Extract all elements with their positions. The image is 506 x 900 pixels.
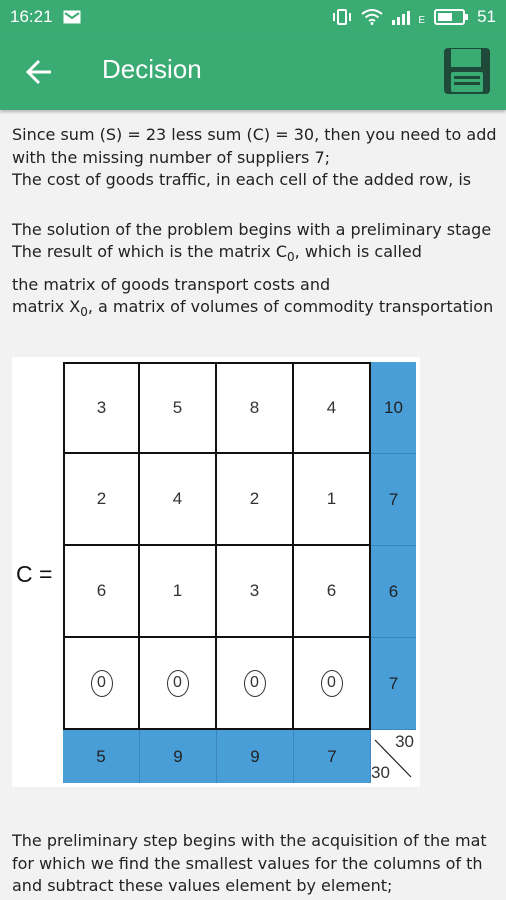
total-supply: 30 bbox=[395, 732, 414, 751]
cost-cell: 4 bbox=[294, 362, 371, 454]
signal-icon bbox=[392, 9, 416, 25]
wifi-icon bbox=[361, 9, 383, 25]
text-line: and subtract these values element by element; bbox=[12, 876, 393, 895]
back-arrow-icon[interactable] bbox=[24, 56, 56, 88]
cost-cell: 5 bbox=[140, 362, 217, 454]
text-line: for which we find the smallest values for the columns of th bbox=[12, 853, 483, 873]
added-row-value: 0 bbox=[167, 670, 189, 697]
cost-cell bbox=[217, 638, 294, 730]
cost-cell: 2 bbox=[217, 454, 294, 546]
cost-cell: 4 bbox=[140, 454, 217, 546]
totals-cell bbox=[371, 730, 416, 783]
added-row-value: 0 bbox=[91, 670, 113, 697]
cost-matrix bbox=[12, 357, 420, 787]
cost-cell: 8 bbox=[217, 362, 294, 454]
explanation-text bbox=[12, 124, 506, 319]
text-line: the matrix of goods transport costs and bbox=[12, 274, 331, 294]
text-line: Since sum (S) = 23 less sum (C) = 30, then you need to add bbox=[12, 125, 497, 144]
cost-cell: 6 bbox=[294, 546, 371, 638]
added-row-value: 0 bbox=[321, 670, 343, 697]
added-row-value: 0 bbox=[244, 670, 266, 697]
battery-level: 51 bbox=[477, 7, 496, 26]
cost-cell: 1 bbox=[140, 546, 217, 638]
cost-cell bbox=[140, 638, 217, 730]
app-bar bbox=[0, 34, 506, 110]
cost-cell: 2 bbox=[63, 454, 140, 546]
vibrate-icon bbox=[332, 9, 352, 25]
text-line: The solution of the problem begins with a preliminary stage bbox=[12, 219, 492, 239]
supply-cell: 7 bbox=[371, 638, 416, 730]
save-icon[interactable] bbox=[443, 47, 491, 95]
text-line: matrix $X_0$, a matrix of volumes of commodity transportation bbox=[12, 297, 494, 319]
cost-cell: 3 bbox=[63, 362, 140, 454]
text-line: with the missing number of suppliers 7; bbox=[12, 147, 331, 167]
total-demand: 30 bbox=[371, 763, 390, 782]
network-type: E bbox=[418, 14, 426, 26]
demand-cell: 9 bbox=[140, 730, 217, 783]
matrix-label: C = bbox=[16, 561, 53, 587]
mail-icon bbox=[63, 10, 81, 24]
cost-cell bbox=[63, 638, 140, 730]
cost-cell: 1 bbox=[294, 454, 371, 546]
matrix-grid bbox=[63, 362, 416, 783]
battery-icon bbox=[434, 9, 468, 25]
status-time: 16:21 bbox=[10, 7, 53, 26]
page-title: Decision bbox=[102, 54, 202, 84]
status-bar bbox=[0, 0, 506, 34]
demand-cell: 7 bbox=[294, 730, 371, 783]
cost-cell: 6 bbox=[63, 546, 140, 638]
supply-cell: 6 bbox=[371, 546, 416, 638]
demand-cell: 9 bbox=[217, 730, 294, 783]
text-line: The cost of goods traffic, in each cell of the added row, is bbox=[12, 170, 472, 189]
text-line: The preliminary step begins with the acquisition of the mat bbox=[12, 831, 487, 850]
cost-cell: 3 bbox=[217, 546, 294, 638]
text-line: The result of which is the matrix $C_0$, which is called bbox=[12, 242, 422, 264]
demand-cell: 5 bbox=[63, 730, 140, 783]
supply-cell: 10 bbox=[371, 362, 416, 454]
supply-cell: 7 bbox=[371, 454, 416, 546]
cost-cell bbox=[294, 638, 371, 730]
explanation-text-continued bbox=[12, 830, 506, 898]
